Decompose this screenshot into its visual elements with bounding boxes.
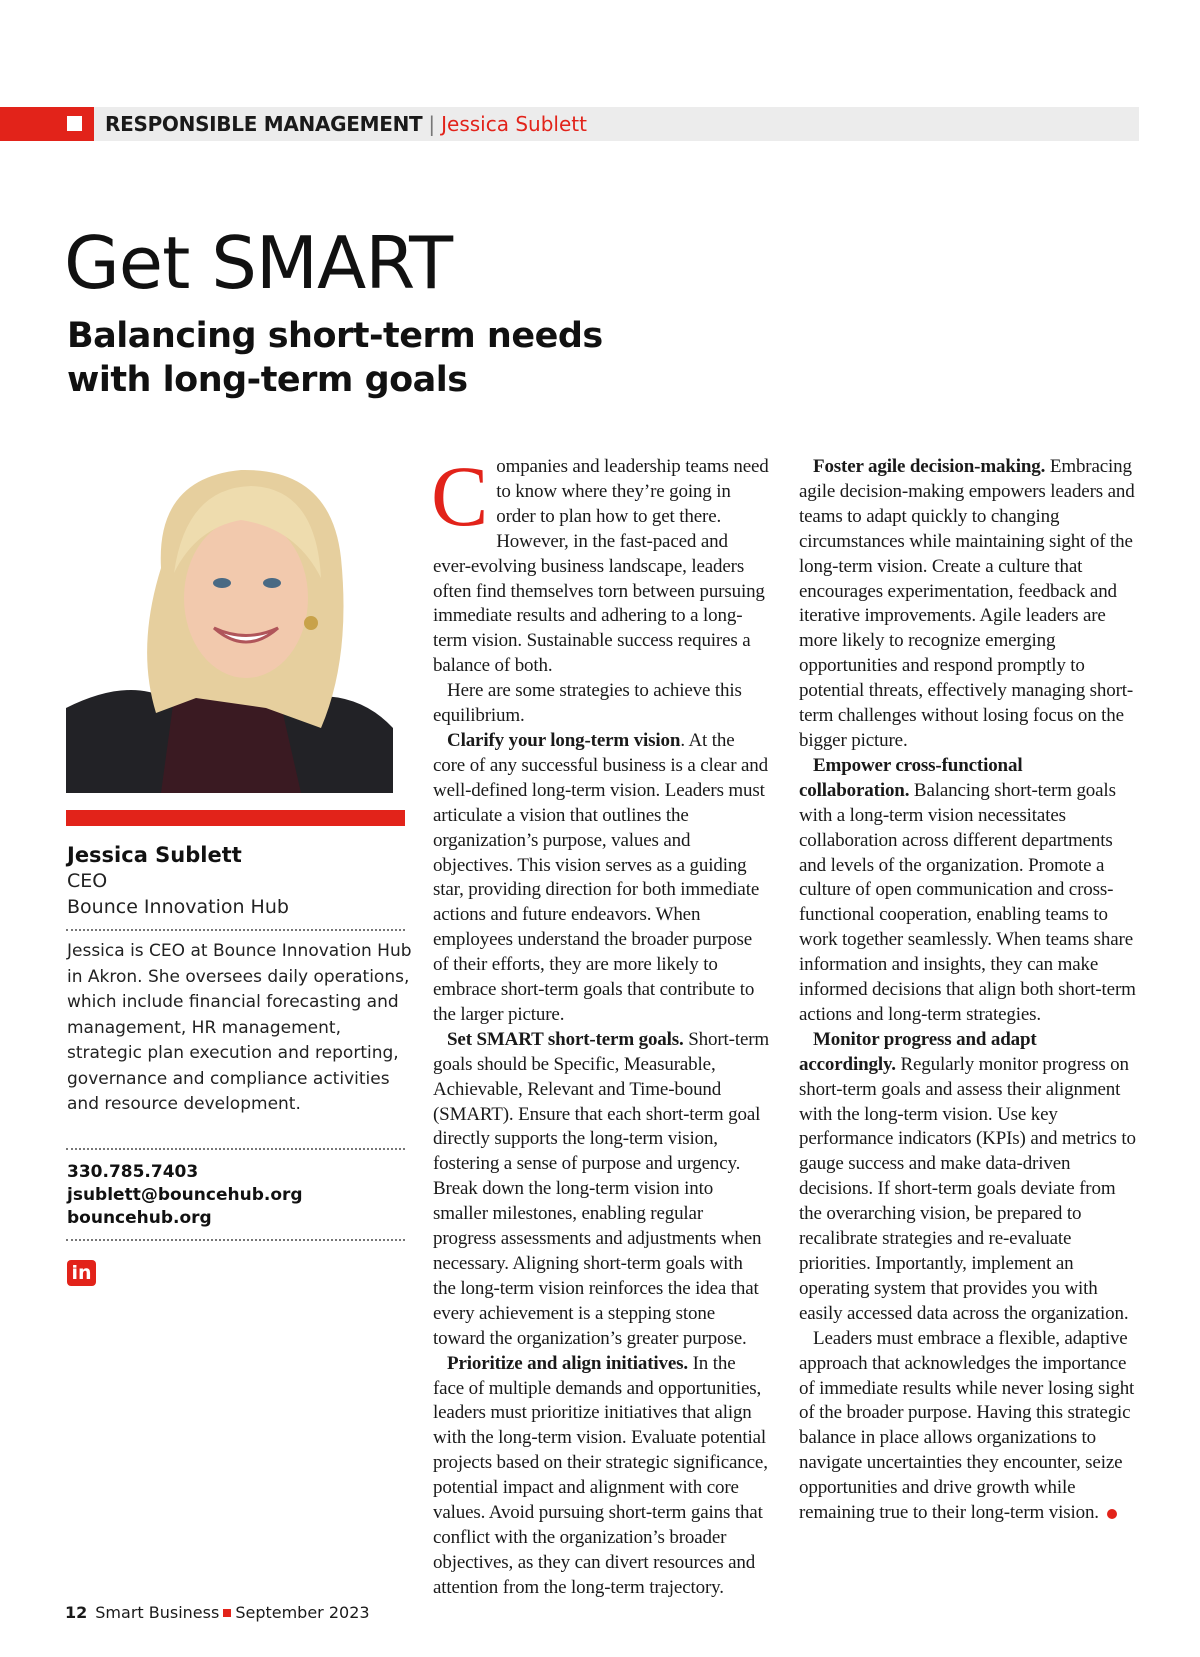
author-photo xyxy=(66,458,393,793)
strategy-text: Balancing short-term goals with a long-term vision necessitates collaboration across different departments and levels of the organization. Promote a culture of open communication and cross-functional cooperation, enabling teams to work together seamlessly. When teams share information and insights, they can make informed decisions that align both short-term actions and long-term strategies. xyxy=(799,779,1136,1025)
strategy-text: Short-term goals should be Specific, Measurable, Achievable, Relevant and Time-bound (SMART). Ensure that each short-term goal directly supports the long-term vision, fostering a sense of purpose and urgency. Break down the long-term vision into smaller milestones, enabling regular progress assessments and adjustments when necessary. Aligning short-term goals with the long-term vision reinforces the idea that every achievement is a stepping stone toward the organization’s greater purpose. xyxy=(433,1028,770,1349)
article-column-2 xyxy=(799,455,1136,1526)
strategy-text: Regularly monitor progress on short-term goals and assess their alignment with the long-term vision. Use key performance indicators (KPIs) and metrics to gauge success and make data-driven decisions. If short-term goals deviate from the overarching vision, be prepared to recalibrate strategies and re-evaluate priorities. Importantly, implement an operating system that provides you with easily accessed data across the organization. xyxy=(799,1053,1136,1324)
strategy-heading: Set SMART short-term goals. xyxy=(447,1028,684,1050)
author-bio: Jessica is CEO at Bounce Innovation Hub in Akron. She oversees daily operations, which include financial forecasting and management, HR management, strategic plan execution and reporting, governance and compliance activities and resource development. xyxy=(67,941,412,1114)
strategy-heading: Clarify your long-term vision xyxy=(447,729,681,751)
strategy-heading: Monitor progress and adapt accordingly. xyxy=(799,1028,1037,1075)
author-website-link[interactable]: bouncehub.org xyxy=(67,1208,212,1228)
strategy-text: In the face of multiple demands and opportunities, leaders must prioritize initiatives that align with the long-term vision. Evaluate potential projects based on their strategic significance, potential impact and alignment with core values. Avoid pursuing short-term gains that conflict with the organization’s broader objectives, as they can divert resources and attention from the long-term trajectory. xyxy=(433,1352,768,1598)
strategy-paragraph xyxy=(433,729,770,1028)
conclusion-text: Leaders must embrace a flexible, adaptive approach that acknowledges the importance of immediate results while never losing sight of the broader purpose. Having this strategic balance in place allows organizations to navigate uncertainties they encounter, seize opportunities and drive growth while remaining true to their long-term vision. xyxy=(799,1327,1135,1524)
strategy-heading: Empower cross-functional collaboration. xyxy=(799,754,1023,801)
section-header xyxy=(105,107,587,141)
page-footer xyxy=(65,1603,370,1622)
page-subtitle: Balancing short-term needs with long-term goals xyxy=(67,316,603,400)
section-author: Jessica Sublett xyxy=(441,112,587,136)
article-column-1 xyxy=(431,448,770,1601)
author-name: Jessica Sublett xyxy=(67,843,242,867)
photo-accent-bar xyxy=(66,810,405,826)
strategy-paragraph xyxy=(799,754,1136,1028)
conclusion-paragraph xyxy=(799,1327,1136,1526)
strategy-paragraph xyxy=(799,455,1136,754)
issue-date: September 2023 xyxy=(235,1603,370,1622)
page-number: 12 xyxy=(65,1603,88,1622)
strategy-paragraph xyxy=(433,1352,770,1601)
author-role: CEO xyxy=(67,870,108,892)
end-mark-icon xyxy=(1107,1509,1117,1519)
divider xyxy=(66,1239,405,1241)
section-label: RESPONSIBLE MANAGEMENT xyxy=(105,112,423,136)
strategy-paragraph xyxy=(799,1028,1136,1327)
divider xyxy=(66,1148,405,1150)
author-phone[interactable]: 330.785.7403 xyxy=(67,1162,199,1182)
linkedin-icon[interactable]: in xyxy=(67,1260,96,1286)
strategy-paragraph xyxy=(433,1028,770,1352)
strategy-heading: Foster agile decision-making. xyxy=(813,456,1046,477)
divider xyxy=(66,929,405,931)
header-separator: | xyxy=(428,112,436,136)
intro-text: ompanies and leadership teams need to know where they’re going in order to plan how to get there. However, in the fast-paced and ever-evolving business landscape, leaders often find themselves torn between pursuing immediate results and adhering to a long-term vision. Sustainable success requires a balance of both. xyxy=(433,456,769,677)
strategy-text: Embracing agile decision-making empowers leaders and teams to adapt quickly to changing circumstances while maintaining sight of the long-term vision. Create a culture that encourages experimentation, feedback and iterative improvements. Agile leaders are more likely to recognize emerging opportunities and respond promptly to potential threats, effectively managing short-term challenges without losing focus on the bigger picture. xyxy=(799,456,1135,751)
strategy-text: . At the core of any successful business is a clear and well-defined long-term vision. Leaders must articulate a vision that outlines the organization’s purpose, values and objectives. This vision serves as a guiding star, providing direction for both immediate actions and future endeavors. When employees understand the broader purpose of their efforts, they are more likely to embrace short-term goals that contribute to the larger picture. xyxy=(433,729,768,1025)
author-organization: Bounce Innovation Hub xyxy=(67,896,289,918)
drop-cap: C xyxy=(431,448,489,544)
footer-square-icon xyxy=(223,1609,231,1617)
article-intro xyxy=(431,448,770,679)
header-square-icon xyxy=(67,116,82,131)
author-email-link[interactable]: jsublett@bouncehub.org xyxy=(67,1185,303,1205)
strategies-intro: Here are some strategies to achieve this equilibrium. xyxy=(433,680,742,727)
publication-name: Smart Business xyxy=(95,1603,220,1622)
strategy-heading: Prioritize and align initiatives. xyxy=(447,1352,688,1374)
page-title: Get SMART xyxy=(64,221,453,305)
